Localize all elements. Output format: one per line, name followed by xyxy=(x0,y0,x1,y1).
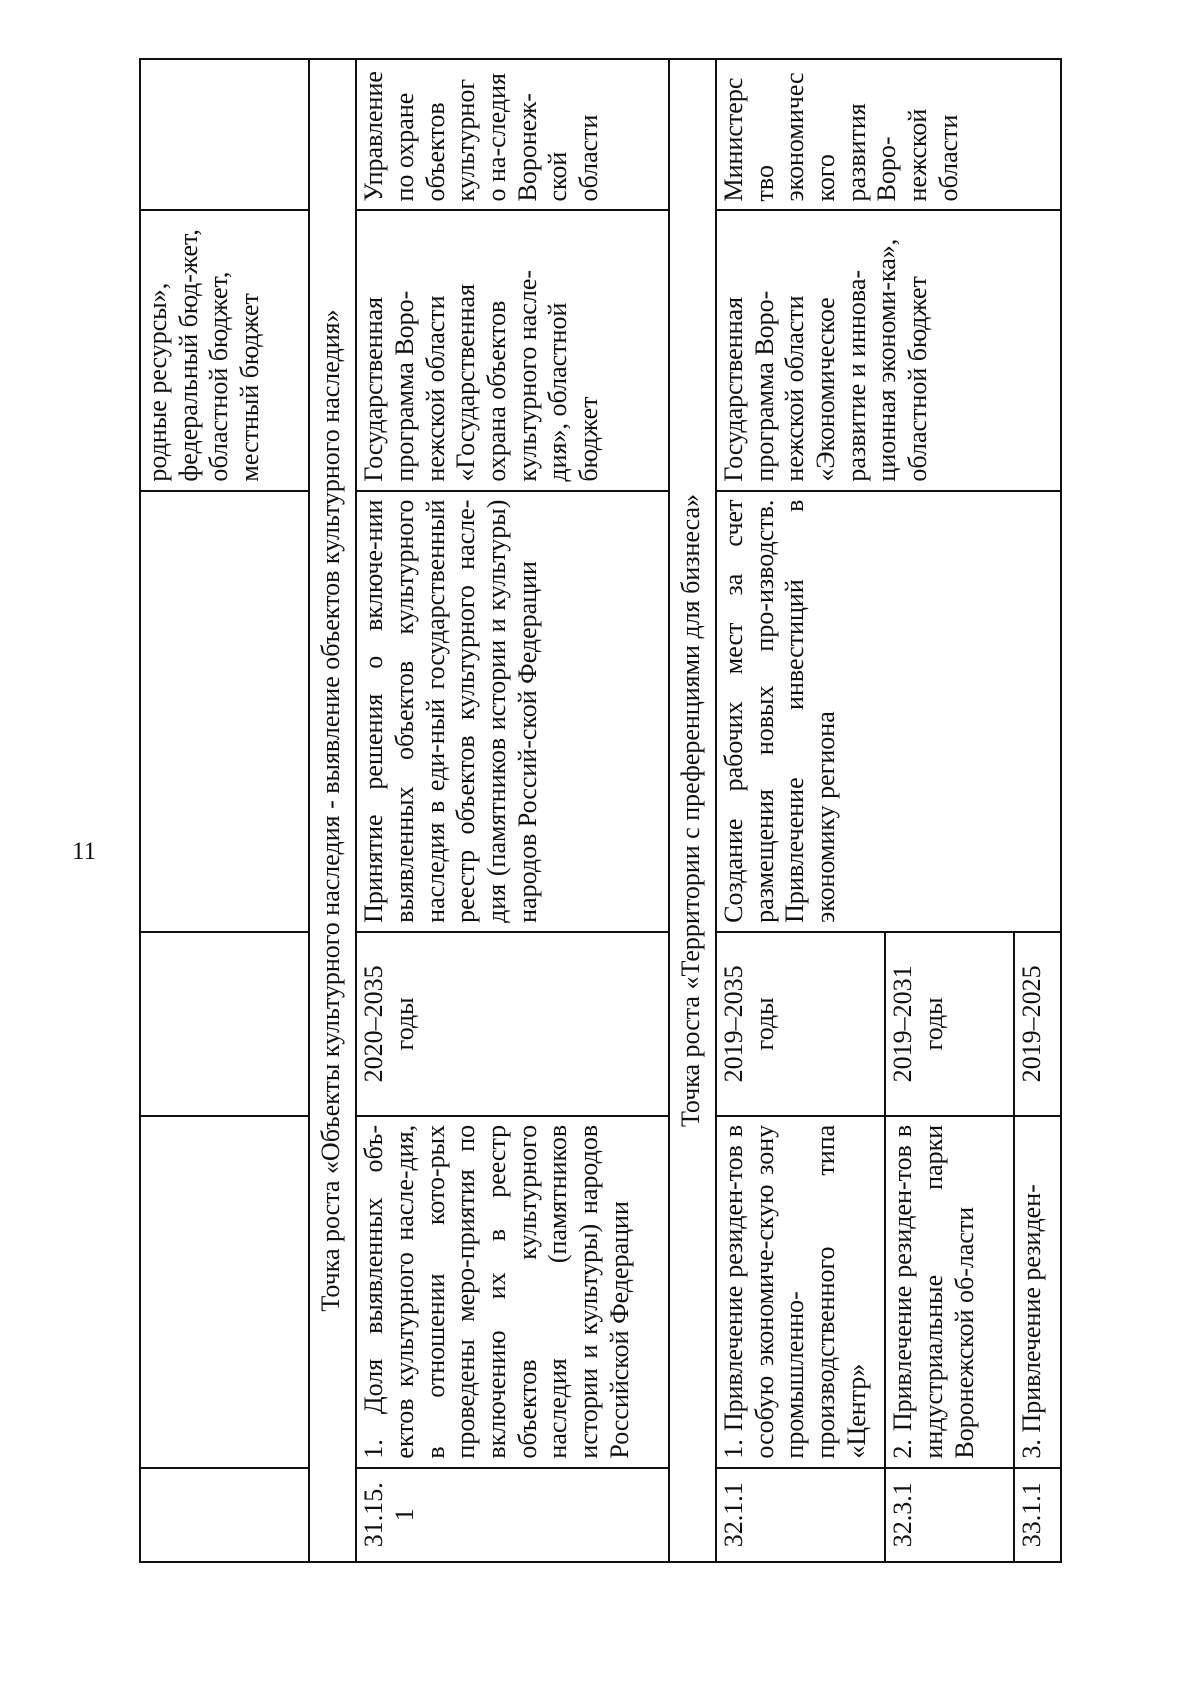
section-row xyxy=(309,59,356,1562)
table-row xyxy=(356,59,668,1562)
cell-code: 32.1.1 xyxy=(716,1468,885,1562)
rotated-table-container xyxy=(139,58,1062,1563)
cell-indicator: 1. Привлечение резиден-тов в особую экономиче-скую зону промышленно-производственного типа «Центр» xyxy=(716,1116,885,1468)
cell-sources: Государственная программа Воро-нежской области «Государственная охрана объектов культурного насле-дия», областной бюджет xyxy=(356,210,668,490)
cell-indicator: 3. Привлечение резиден- xyxy=(1014,1116,1061,1468)
section-title: Точка роста «Объекты культурного наследия - выявление объектов культурного наследия» xyxy=(309,59,356,1562)
cell-period: 2019–2025 xyxy=(1014,932,1061,1116)
cell-event xyxy=(140,491,309,932)
cell-indicator xyxy=(140,1116,309,1468)
cell-code xyxy=(140,1468,309,1562)
cell-code: 32.3.1 xyxy=(885,1468,1014,1562)
cell-period: 2020–2035 годы xyxy=(356,932,668,1116)
cell-period: 2019–2035 годы xyxy=(716,932,885,1116)
cell-indicator: 2. Привлечение резиден-тов в индустриальные парки Воронежской об-ласти xyxy=(885,1116,1014,1468)
cell-sources: Государственная программа Воро-нежской области «Экономическое развитие и иннова-ционная экономи-ка», областной бюджет xyxy=(716,210,1061,490)
cell-code: 31.15.1 xyxy=(356,1468,668,1562)
cell-indicator: 1. Доля выявленных объ-ектов культурного насле-дия, в отношении кото-рых проведены меро-приятия по включению их в реестр объектов культурного наследия (памятников истории и культуры) народов Российской Федерации xyxy=(356,1116,668,1468)
page-number: 11 xyxy=(72,838,97,865)
program-table xyxy=(139,58,1062,1563)
cell-executor xyxy=(140,59,309,210)
cell-executor: Управление по охране объектов культурного на-следия Воронеж-ской области xyxy=(356,59,668,210)
cell-executor: Министерство экономического развития Воро-нежской области xyxy=(716,59,1061,210)
cell-event: Создание рабочих мест за счет размещения новых про-изводств. Привлечение инвестиций в экономику региона xyxy=(716,491,1061,932)
section-title: Точка роста «Территории с преференциями для бизнеса» xyxy=(669,59,716,1562)
table-row xyxy=(716,59,885,1562)
cell-period: 2019–2031 годы xyxy=(885,932,1014,1116)
table-row xyxy=(140,59,309,1562)
cell-code: 33.1.1 xyxy=(1014,1468,1061,1562)
cell-sources: родные ресурсы», федеральный бюд-жет, областной бюджет, местный бюджет xyxy=(140,210,309,490)
cell-event: Принятие решения о включе-нии выявленных объектов культурного наследия в еди-ный государственный реестр объектов культурного насле-дия (памятников истории и культуры) народов Россий-ской Федерации xyxy=(356,491,668,932)
section-row xyxy=(669,59,716,1562)
cell-period xyxy=(140,932,309,1116)
